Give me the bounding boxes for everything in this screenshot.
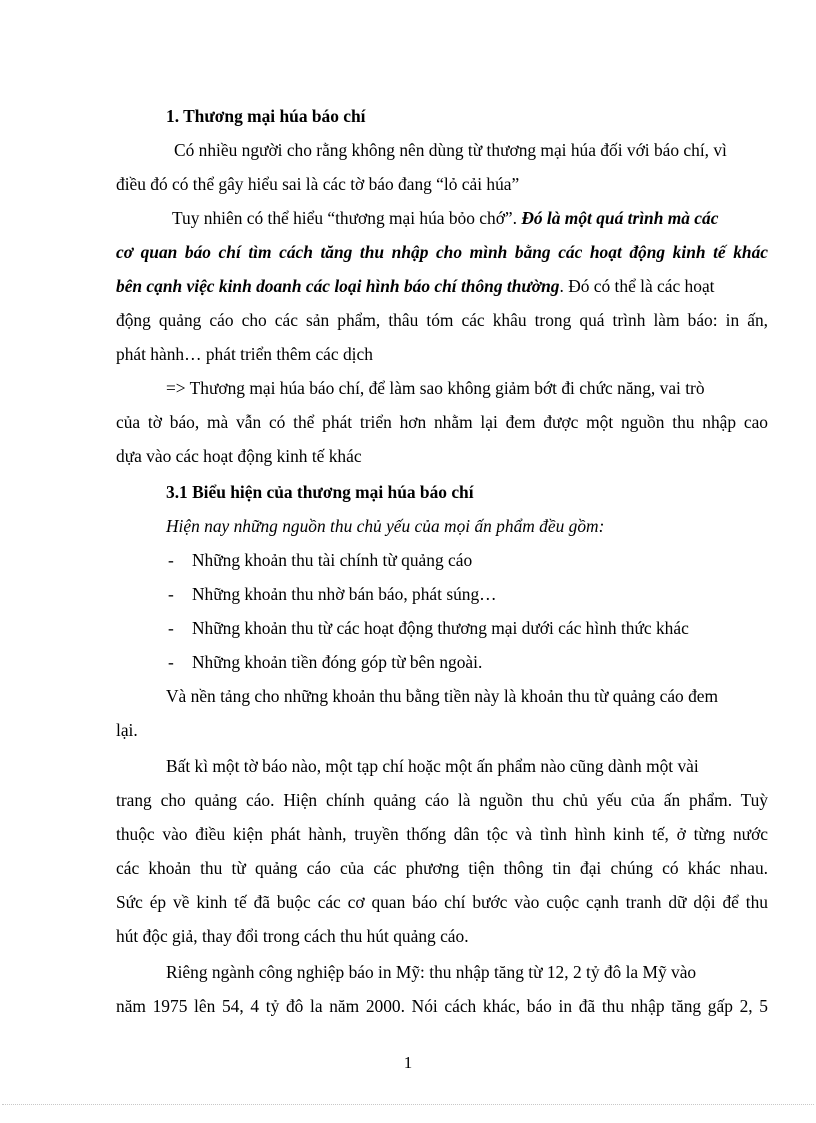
bullet-text: Những khoản thu từ các hoạt động thương mại dưới các hình thức khác (192, 618, 689, 638)
p2-line1-normal: Tuy nhiên có thể hiểu “thương mại húa bỏo chớ”. (172, 208, 522, 228)
paragraph-4-line-2: lại. (116, 720, 138, 740)
bullet-marker: - (168, 584, 174, 604)
paragraph-5-line-3: thuộc vào điều kiện phát hành, truyền thống dân tộc và tình hình kinh tế, ở từng nước (116, 824, 768, 844)
bullet-marker: - (168, 550, 174, 570)
bullet-text: Những khoản thu nhờ bán báo, phát súng… (192, 584, 497, 604)
p2-line1-bold: Đó là một quá trình mà các (521, 208, 719, 228)
heading-section-3-1: 3.1 Biểu hiện của thương mại húa báo chí (166, 482, 474, 502)
paragraph-5-line-5: Sức ép về kinh tế đã buộc các cơ quan báo chí bước vào cuộc cạnh tranh dữ dội để thu (116, 892, 768, 912)
page-number: 1 (403, 1053, 413, 1072)
p2-line3-normal: . Đó có thể là các hoạt (559, 276, 715, 296)
bullet-marker: - (168, 652, 174, 672)
paragraph-2-line-4: động quảng cáo cho các sản phẩm, thâu tóm các khâu trong quá trình làm báo: in ấn, (116, 310, 768, 330)
paragraph-6-line-1: Riêng ngành công nghiệp báo in Mỹ: thu nhập tăng từ 12, 2 tỷ đô la Mỹ vào (166, 962, 697, 982)
bullet-text: Những khoản tiền đóng góp từ bên ngoài. (192, 652, 483, 672)
paragraph-1-line-1: Có nhiều người cho rằng không nên dùng từ thương mại húa đối với báo chí, vì (174, 140, 727, 160)
paragraph-5-line-4: các khoản thu từ quảng cáo của các phương tiện thông tin đại chúng có khác nhau. (116, 858, 768, 878)
p2-line3-bold: bên cạnh việc kinh doanh các loại hình báo chí thông thường (116, 276, 560, 296)
bullet-text: Những khoản thu tài chính từ quảng cáo (192, 550, 473, 570)
intro-italic: Hiện nay những nguồn thu chủ yếu của mọi ấn phẩm đều gồm: (166, 516, 605, 536)
heading-section-1: 1. Thương mại húa báo chí (166, 106, 366, 126)
paragraph-3-line-2: của tờ báo, mà vẫn có thể phát triển hơn nhằm lại đem được một nguồn thu nhập cao (116, 412, 768, 432)
paragraph-2-line-2: cơ quan báo chí tìm cách tăng thu nhập cho mình bằng các hoạt động kinh tế khác (116, 242, 768, 262)
paragraph-3-line-1: => Thương mại húa báo chí, để làm sao không giảm bớt đi chức năng, vai trò (166, 378, 705, 398)
paragraph-5-line-6: hút độc giả, thay đổi trong cách thu hút quảng cáo. (116, 926, 469, 946)
paragraph-4-line-1: Và nền tảng cho những khoản thu bằng tiền này là khoản thu từ quảng cáo đem (166, 686, 719, 706)
paragraph-5-line-1: Bất kì một tờ báo nào, một tạp chí hoặc một ấn phẩm nào cũng dành một vài (166, 756, 699, 776)
paragraph-2-line-3 (116, 274, 715, 298)
paragraph-2-line-1 (172, 206, 718, 230)
paragraph-1-line-2: điều đó có thể gây hiểu sai là các tờ báo đang “lỏ cải húa” (116, 174, 520, 194)
page-bottom-divider (2, 1104, 814, 1105)
paragraph-2-line-5: phát hành… phát triển thêm các dịch (116, 344, 373, 364)
paragraph-5-line-2: trang cho quảng cáo. Hiện chính quảng cáo là nguồn thu chủ yếu của ấn phẩm. Tuỳ (116, 790, 768, 810)
bullet-marker: - (168, 618, 174, 638)
paragraph-6-line-2: năm 1975 lên 54, 4 tỷ đô la năm 2000. Nói cách khác, báo in đã thu nhập tăng gấp 2, 5 (116, 996, 768, 1016)
paragraph-3-line-3: dựa vào các hoạt động kinh tế khác (116, 446, 362, 466)
